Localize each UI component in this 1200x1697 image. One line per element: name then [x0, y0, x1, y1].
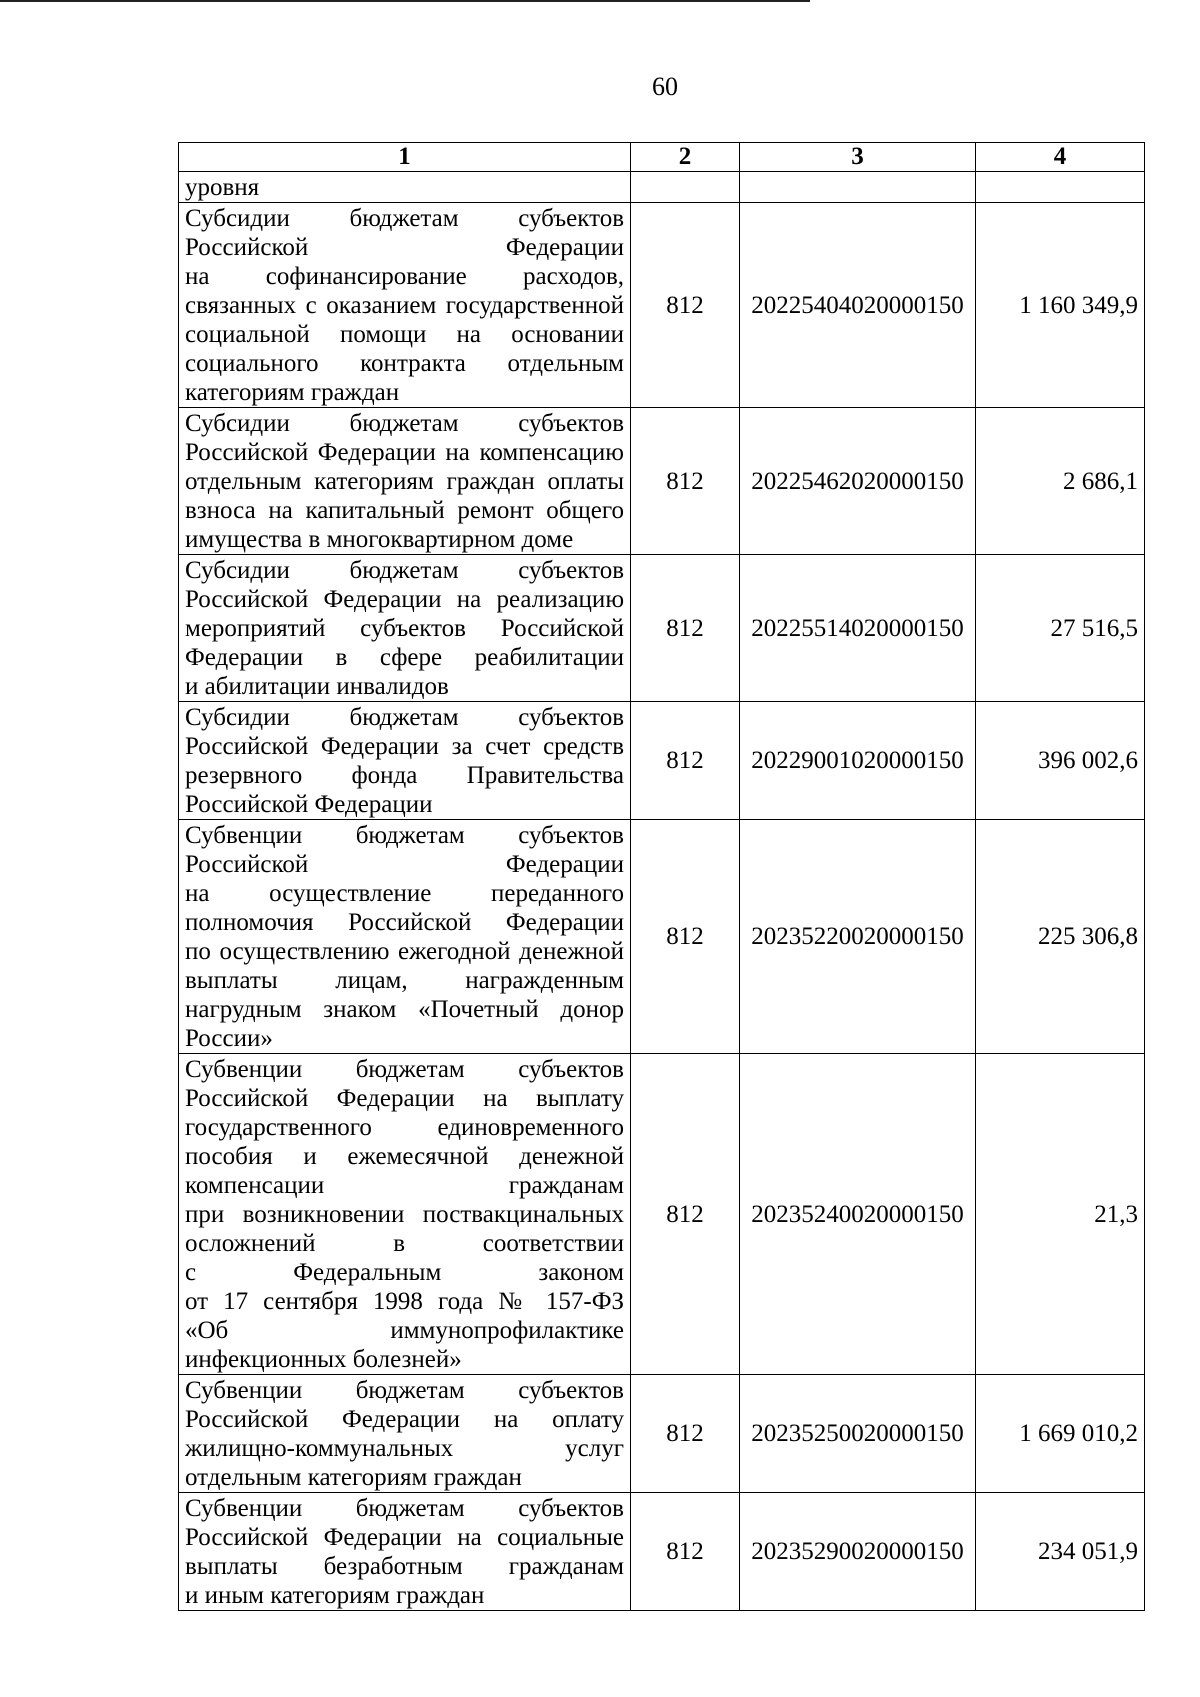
row-amount: 21,3	[976, 1054, 1145, 1375]
row-admin-code: 812	[631, 702, 740, 820]
description-line: выплаты лицам, награжденным	[185, 967, 624, 994]
description-line: Федерации в сфере реабилитации	[185, 644, 624, 671]
description-line: Российской Федерации на социальные	[185, 1524, 624, 1551]
description-line: России»	[185, 1025, 273, 1052]
description-line: и абилитации инвалидов	[185, 673, 449, 700]
table-row	[179, 1375, 1145, 1493]
row-budget-code: 20225514020000150	[740, 555, 976, 702]
description-line: Субсидии бюджетам субъектов	[185, 704, 624, 731]
row-admin-code: 812	[631, 203, 740, 408]
row-admin-code: 812	[631, 1493, 740, 1611]
description-line: Российской Федерации на выплату	[185, 1085, 624, 1112]
row-budget-code: 20225462020000150	[740, 408, 976, 555]
table-row	[179, 172, 1145, 203]
row-amount: 2 686,1	[976, 408, 1145, 555]
description-line: государственного единовременного	[185, 1114, 624, 1141]
description-line: социального контракта отдельным	[185, 350, 624, 377]
description-line: при возникновении поствакцинальных	[185, 1201, 624, 1228]
row-admin-code: 812	[631, 408, 740, 555]
description-line: осложнений в соответствии	[185, 1230, 624, 1257]
description-line: Субвенции бюджетам субъектов	[185, 1377, 624, 1404]
row-amount: 27 516,5	[976, 555, 1145, 702]
description-line: полномочия Российской Федерации	[185, 909, 624, 936]
row-amount: 225 306,8	[976, 820, 1145, 1054]
top-border-line	[0, 0, 810, 2]
description-line: социальной помощи на основании	[185, 321, 624, 348]
row-description	[179, 555, 631, 702]
table-header-row	[179, 143, 1145, 172]
description-line: имущества в многоквартирном доме	[185, 526, 574, 553]
description-line: пособия и ежемесячной денежной	[185, 1143, 624, 1170]
header-col-4: 4	[976, 143, 1145, 172]
header-col-2: 2	[631, 143, 740, 172]
description-line: Субсидии бюджетам субъектов	[185, 557, 624, 584]
description-line: уровня	[185, 174, 260, 201]
row-description	[179, 408, 631, 555]
row-description	[179, 702, 631, 820]
description-line: инфекционных болезней»	[185, 1346, 462, 1373]
row-description	[179, 1375, 631, 1493]
description-line: жилищно-коммунальных услуг	[185, 1435, 624, 1462]
row-description	[179, 172, 631, 203]
row-admin-code: 812	[631, 820, 740, 1054]
row-budget-code	[740, 172, 976, 203]
description-line: категориям граждан	[185, 379, 400, 406]
row-budget-code: 20235250020000150	[740, 1375, 976, 1493]
row-amount: 396 002,6	[976, 702, 1145, 820]
description-line: на осуществление переданного	[185, 880, 624, 907]
row-budget-code: 20229001020000150	[740, 702, 976, 820]
table-row	[179, 203, 1145, 408]
description-line: мероприятий субъектов Российской	[185, 615, 624, 642]
description-line: Российской Федерации	[185, 791, 433, 818]
description-line: на софинансирование расходов,	[185, 263, 624, 290]
row-description	[179, 820, 631, 1054]
row-admin-code: 812	[631, 1054, 740, 1375]
header-col-1: 1	[179, 143, 631, 172]
budget-table	[178, 142, 1145, 1611]
row-budget-code: 20235220020000150	[740, 820, 976, 1054]
row-description	[179, 203, 631, 408]
table-row	[179, 1054, 1145, 1375]
row-amount	[976, 172, 1145, 203]
description-line: нагрудным знаком «Почетный донор	[185, 996, 624, 1023]
description-line: Российской Федерации	[185, 234, 624, 261]
row-budget-code: 20235240020000150	[740, 1054, 976, 1375]
row-admin-code: 812	[631, 1375, 740, 1493]
row-amount: 1 669 010,2	[976, 1375, 1145, 1493]
row-admin-code	[631, 172, 740, 203]
description-line: по осуществлению ежегодной денежной	[185, 938, 624, 965]
description-line: компенсации гражданам	[185, 1172, 624, 1199]
description-line: взноса на капитальный ремонт общего	[185, 497, 624, 524]
description-line: резервного фонда Правительства	[185, 762, 624, 789]
description-line: Субсидии бюджетам субъектов	[185, 205, 624, 232]
description-line: с Федеральным законом	[185, 1259, 624, 1286]
description-line: Российской Федерации на оплату	[185, 1406, 624, 1433]
description-line: Субсидии бюджетам субъектов	[185, 410, 624, 437]
table-row	[179, 408, 1145, 555]
table-row	[179, 555, 1145, 702]
row-budget-code: 20235290020000150	[740, 1493, 976, 1611]
description-line: связанных с оказанием государственной	[185, 292, 624, 319]
description-line: от 17 сентября 1998 года № 157-ФЗ	[185, 1288, 624, 1315]
row-admin-code: 812	[631, 555, 740, 702]
header-col-3: 3	[740, 143, 976, 172]
description-line: Субвенции бюджетам субъектов	[185, 1495, 624, 1522]
description-line: Российской Федерации	[185, 851, 624, 878]
row-amount: 234 051,9	[976, 1493, 1145, 1611]
description-line: отдельным категориям граждан	[185, 1464, 522, 1491]
table-row	[179, 1493, 1145, 1611]
description-line: Российской Федерации на реализацию	[185, 586, 624, 613]
table-row	[179, 702, 1145, 820]
description-line: «Об иммунопрофилактике	[185, 1317, 624, 1344]
description-line: Российской Федерации за счет средств	[185, 733, 624, 760]
row-amount: 1 160 349,9	[976, 203, 1145, 408]
description-line: отдельным категориям граждан оплаты	[185, 468, 624, 495]
page-number: 60	[652, 72, 678, 101]
description-line: выплаты безработным гражданам	[185, 1553, 624, 1580]
description-line: Субвенции бюджетам субъектов	[185, 1056, 624, 1083]
description-line: Российской Федерации на компенсацию	[185, 439, 624, 466]
description-line: Субвенции бюджетам субъектов	[185, 822, 624, 849]
description-line: и иным категориям граждан	[185, 1582, 485, 1609]
row-description	[179, 1054, 631, 1375]
table-row	[179, 820, 1145, 1054]
row-budget-code: 20225404020000150	[740, 203, 976, 408]
row-description	[179, 1493, 631, 1611]
